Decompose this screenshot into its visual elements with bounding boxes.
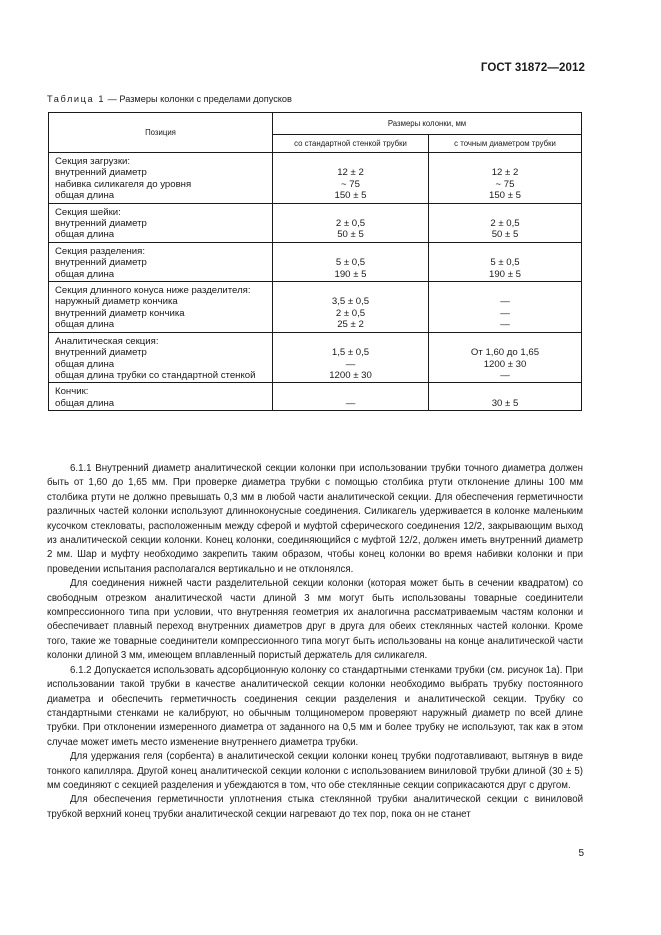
position-cell [49,282,273,333]
precise-diameter-cell [429,153,582,204]
standard-id-header: ГОСТ 31872—2012 [480,62,585,74]
cell-line: Кончик: [55,386,89,398]
cell-line: 1200 ± 30 [329,369,372,381]
cell-line: ~ 75 [495,178,515,190]
cell-line: 1,5 ± 0,5 [331,347,370,359]
column-header-position: Позиция [49,113,273,153]
table-caption-text: — Размеры колонки с пределами допусков [105,94,292,104]
position-cell [49,242,273,281]
cell-line: Аналитическая секция: [55,335,159,347]
cell-line: ~ 75 [341,178,360,190]
cell-line: набивка силикагеля до уровня [55,178,192,190]
cell-line: 2 ± 0,5 [490,218,520,230]
page-number: 5 [578,848,584,859]
standard-wall-cell [273,332,429,383]
cell-line: 50 ± 5 [337,229,364,241]
table-body [49,153,582,411]
cell-line: Секция разделения: [55,245,145,257]
cell-line [273,156,428,167]
table-caption [47,94,292,104]
cell-line [429,207,581,218]
position-cell [49,383,273,411]
cell-line: — [345,397,356,409]
cell-line: Секция шейки: [55,206,121,218]
standard-wall-cell [273,153,429,204]
column-header-precise-diameter: с точным диаметром трубки [429,135,582,153]
precise-diameter-cell [429,242,582,281]
cell-line: 150 ± 5 [489,190,521,202]
cell-line [273,386,428,397]
cell-line: 12 ± 2 [337,167,364,179]
standard-wall-cell [273,383,429,411]
cell-line: 2 ± 0,5 [335,307,366,319]
cell-line [273,336,428,347]
cell-line: — [500,296,510,308]
cell-line: Секция загрузки: [55,156,131,167]
cell-line: общая длина [55,268,115,280]
precise-diameter-cell [429,383,582,411]
table-row [49,242,582,281]
cell-line: Секция длинного конуса ниже разделителя: [55,285,251,297]
body-paragraph: 6.1.1 Внутренний диаметр аналитической секции колонки при использовании трубки точного диаметра должен быть от 1,60 до 1,65 мм. При проверке диаметра трубки с помощью столбика ртути отклонение длины 100 мм столбика ртути не должно превышать 0,3 мм в любой части аналитической секции. Для обеспечения герметичности различных частей колонки используют длинноконусные соединения. Силикагель удерживается в колонке маленьким кусочком стекловаты, расположенным между сферой и муфтой сферического соединения 12/2, закрывающим выход из аналитической секции колонки. Конец колонки, соединяющийся с муфтой 12/2, должен иметь внутренний диаметр 2 мм. Шар и муфту необходимо закрепить таким образом, чтобы конец колонки во время набивки колонки и при проведении испытания располагался вертикально и не отклонялся. [47,463,583,575]
precise-diameter-cell [429,203,582,242]
cell-line: От 1,60 до 1,65 [470,347,540,359]
table-row [49,332,582,383]
cell-line [429,246,581,257]
position-cell [49,332,273,383]
cell-line: 2 ± 0,5 [335,218,366,230]
standard-wall-cell [273,282,429,333]
precise-diameter-cell [429,332,582,383]
cell-line: 50 ± 5 [491,229,519,241]
cell-line: — [500,369,510,381]
column-header-sizes: Размеры колонки, мм [273,113,582,135]
cell-line [273,246,428,257]
cell-line: 5 ± 0,5 [335,257,366,269]
table-row [49,203,582,242]
standard-wall-cell [273,203,429,242]
body-paragraph: Для соединения нижней части разделительной секции колонки (которая может быть в сечении квадратом) со свободным отрезком аналитической части длиной 3 мм могут быть использованы товарные соединители компрессионного типа при условии, что внутренняя геометрия их аналогична рассматриваемым частям колонки и обеспечивает плавный переход внутренних диаметров друг в друга для обеих стеклянных частей колонки. Кроме того, такие же товарные соединители компрессионного типа могут быть использованы на конце аналитической части колонки длиной 3 мм, имеющем вплавленный пористый держатель для силикагеля. [47,578,583,662]
cell-line: общая длина [55,190,115,202]
cell-line: общая длина [55,397,115,409]
cell-line: 25 ± 2 [337,319,364,331]
cell-line: 3,5 ± 0,5 [331,296,370,308]
cell-line: общая длина трубки со стандартной стенкой [55,369,256,381]
cell-line [273,285,428,296]
table-row [49,383,582,411]
table-caption-label: Таблица 1 [47,94,106,104]
cell-line: общая длина [55,358,115,370]
body-paragraph: 6.1.2 Допускается использовать адсорбционную колонку со стандартными стенками трубки (см. рисунок 1а). При использовании такой трубки в качестве аналитической секции колонки необходимо выбрать трубку постоянного диаметра и обеспечить герметичность соединения секции разделения и аналитической секции. Трубку со стандартными стенками не калибруют, но обычным толщиномером проверяют наружный диаметр по всей длине трубки. При отклонении измеренного диаметра от заданного на 0,5 мм и более трубку не используют, так как в этом случае может иметь место изменение внутреннего диаметра трубки. [47,664,583,748]
body-paragraph: Для удержания геля (сорбента) в аналитической секции колонки конец трубки подготавливают, вытянув в виде тонкого капилляра. Другой конец аналитической секции колонки с использованием виниловой трубки длиной (30 ± 5) мм соединяют с секцией разделения и убеждаются в том, что обе стеклянные секции соприкасаются друг с другом. [47,751,583,791]
cell-line: 190 ± 5 [334,268,367,280]
cell-line [429,156,581,167]
position-cell [49,153,273,204]
cell-line: внутренний диаметр кончика [55,307,185,319]
cell-line: 190 ± 5 [489,268,521,280]
cell-line: 12 ± 2 [491,167,519,179]
table-row [49,153,582,204]
cell-line: — [345,358,356,370]
cell-line: внутренний диаметр [55,218,147,230]
cell-line: наружный диаметр кончика [55,296,178,308]
cell-line [429,285,581,296]
cell-line: 150 ± 5 [334,190,367,202]
cell-line: — [500,319,510,331]
cell-line: — [500,307,510,319]
position-cell [49,203,273,242]
cell-line: 5 ± 0,5 [490,257,520,269]
cell-line: общая длина [55,319,115,331]
standard-wall-cell [273,242,429,281]
cell-line [429,336,581,347]
cell-line: внутренний диаметр [55,167,147,179]
cell-line: 1200 ± 30 [483,358,527,370]
body-paragraph: Для обеспечения герметичности уплотнения стыка стеклянной трубки аналитической секции с виниловой трубкой верхний конец трубки аналитической секции нагревают до тех пор, пока он не станет [47,794,583,820]
cell-line: внутренний диаметр [55,347,147,359]
cell-line: общая длина [55,229,115,241]
cell-line [429,386,581,397]
table-row [49,282,582,333]
cell-line [273,207,428,218]
column-dimensions-table [48,112,582,411]
cell-line: 30 ± 5 [491,397,519,409]
body-text [47,462,583,822]
precise-diameter-cell [429,282,582,333]
column-header-standard-wall: со стандартной стенкой трубки [273,135,429,153]
cell-line: внутренний диаметр [55,257,147,269]
